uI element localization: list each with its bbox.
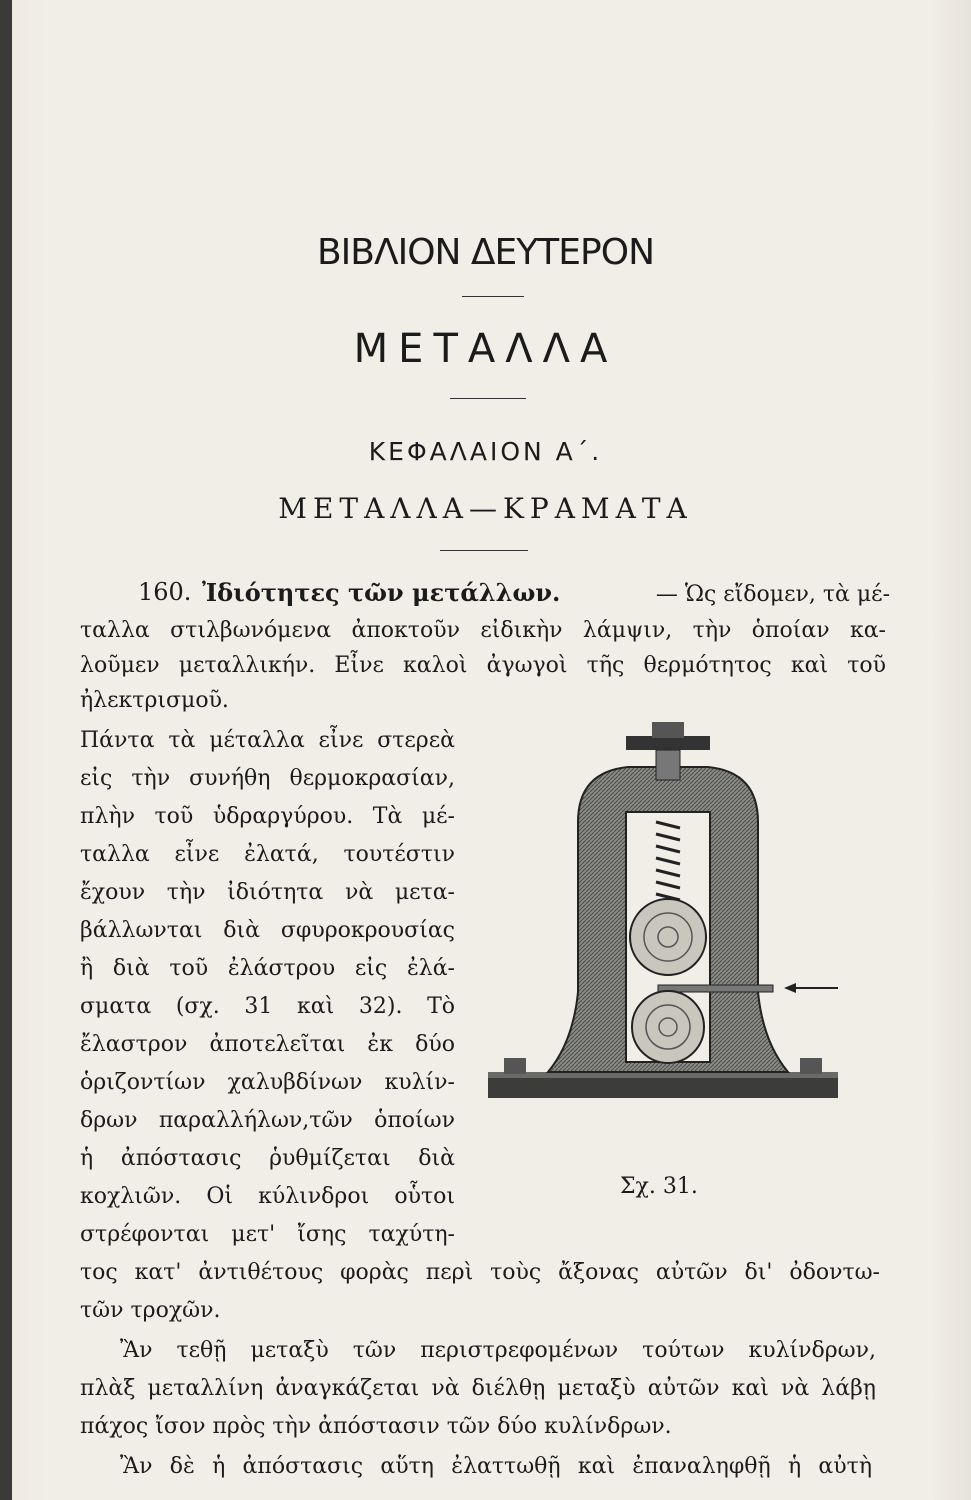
text-line: εἰς τὴν συνήθη θερμοκρασίαν, (80, 766, 455, 791)
upper-roller (630, 899, 706, 975)
text-line: λοῦμεν μεταλλικήν. Εἶνε καλοὶ ἀγωγοὶ τῆς θερμότητος καὶ τοῦ (80, 653, 886, 678)
figure-caption: Σχ. 31. (620, 1174, 698, 1199)
text-line: ἡ ἀπόστασις ῥυθμίζεται διὰ (80, 1146, 455, 1171)
text-line: σματα (σχ. 31 καὶ 32). Τὸ (80, 994, 455, 1019)
paragraph-number: 160. (138, 578, 192, 606)
chapter-subtitle: ΜΕΤΑΛΛΑ—ΚΡΑΜΑΤΑ (278, 492, 693, 525)
text-line: Ἂν τεθῇ μεταξὺ τῶν περιστρεφομένων τούτων κυλίνδρων, (120, 1338, 876, 1363)
text-line: κοχλιῶν. Οἱ κύλινδροι οὗτοι (80, 1184, 455, 1209)
text-line: ἔχουν τὴν ἰδιότητα νὰ μετα- (80, 880, 455, 905)
text-line: ἢ διὰ τοῦ ἐλάστρου εἰς ἐλά- (80, 956, 455, 981)
text-line: ἠλεκτρισμοῦ. (80, 688, 229, 713)
text-line: πάχος ἴσον πρὸς τὴν ἀπόστασιν τῶν δύο κυλίνδρων. (80, 1414, 672, 1439)
divider-rule (450, 398, 526, 399)
text-line: — Ὡς εἴδομεν, τὰ μέ- (655, 582, 890, 607)
text-line: πλὰξ μεταλλίνη ἀναγκάζεται νὰ διέλθῃ μεταξὺ αὐτῶν καὶ νὰ λάβῃ (80, 1376, 876, 1401)
text-line: Ἂν δὲ ἡ ἀπόστασις αὕτη ἐλαττωθῇ καὶ ἐπαναληφθῇ ἡ αὐτὴ (120, 1454, 872, 1479)
divider-rule (462, 296, 524, 297)
text-line: βάλλωνται διὰ σφυροκρουσίας (80, 918, 455, 943)
text-line: ὁριζοντίων χαλυβδίνων κυλίν- (80, 1070, 455, 1095)
base-bolt (504, 1058, 526, 1074)
lower-roller (632, 991, 704, 1063)
adjustment-wheel (626, 736, 710, 750)
book-title: ΒΙΒΛΙΟΝ ΔΕΥΤΕΡΟΝ (316, 232, 655, 273)
paragraph-heading: Ἰδιότητες τῶν μετάλλων. (202, 578, 561, 607)
book-spine (0, 0, 12, 1500)
text-line: ἔλαστρον ἀποτελεῖται ἐκ δύο (80, 1032, 455, 1057)
divider-rule (440, 550, 528, 551)
text-line: πλὴν τοῦ ὑδραργύρου. Τὰ μέ- (80, 804, 455, 829)
text-line: ταλλα εἶνε ἐλατά, τουτέστιν (80, 842, 455, 867)
text-line: Πάντα τὰ μέταλλα εἶνε στερεὰ (80, 728, 455, 753)
text-line: δρων παραλλήλων,τῶν ὁποίων (80, 1108, 455, 1133)
text-line: τῶν τροχῶν. (80, 1298, 221, 1323)
chapter-title: ΚΕΦΑΛΑΙΟΝ Α΄. (368, 437, 603, 466)
text-line: τος κατ' ἀντιθέτους φορὰς περὶ τοὺς ἄξονας αὐτῶν δι' ὀδοντω- (80, 1260, 880, 1285)
section-title: ΜΕΤΑΛΛΑ (353, 326, 618, 372)
base-bolt (800, 1058, 822, 1074)
text-line: στρέφονται μετ' ἴσης ταχύτη- (80, 1222, 455, 1247)
rolling-mill-illustration (478, 712, 848, 1152)
text-line: ταλλα στιλβωνόμενα ἀποκτοῦν εἰδικὴν λάμψιν, τὴν ὁποίαν κα- (80, 618, 886, 643)
